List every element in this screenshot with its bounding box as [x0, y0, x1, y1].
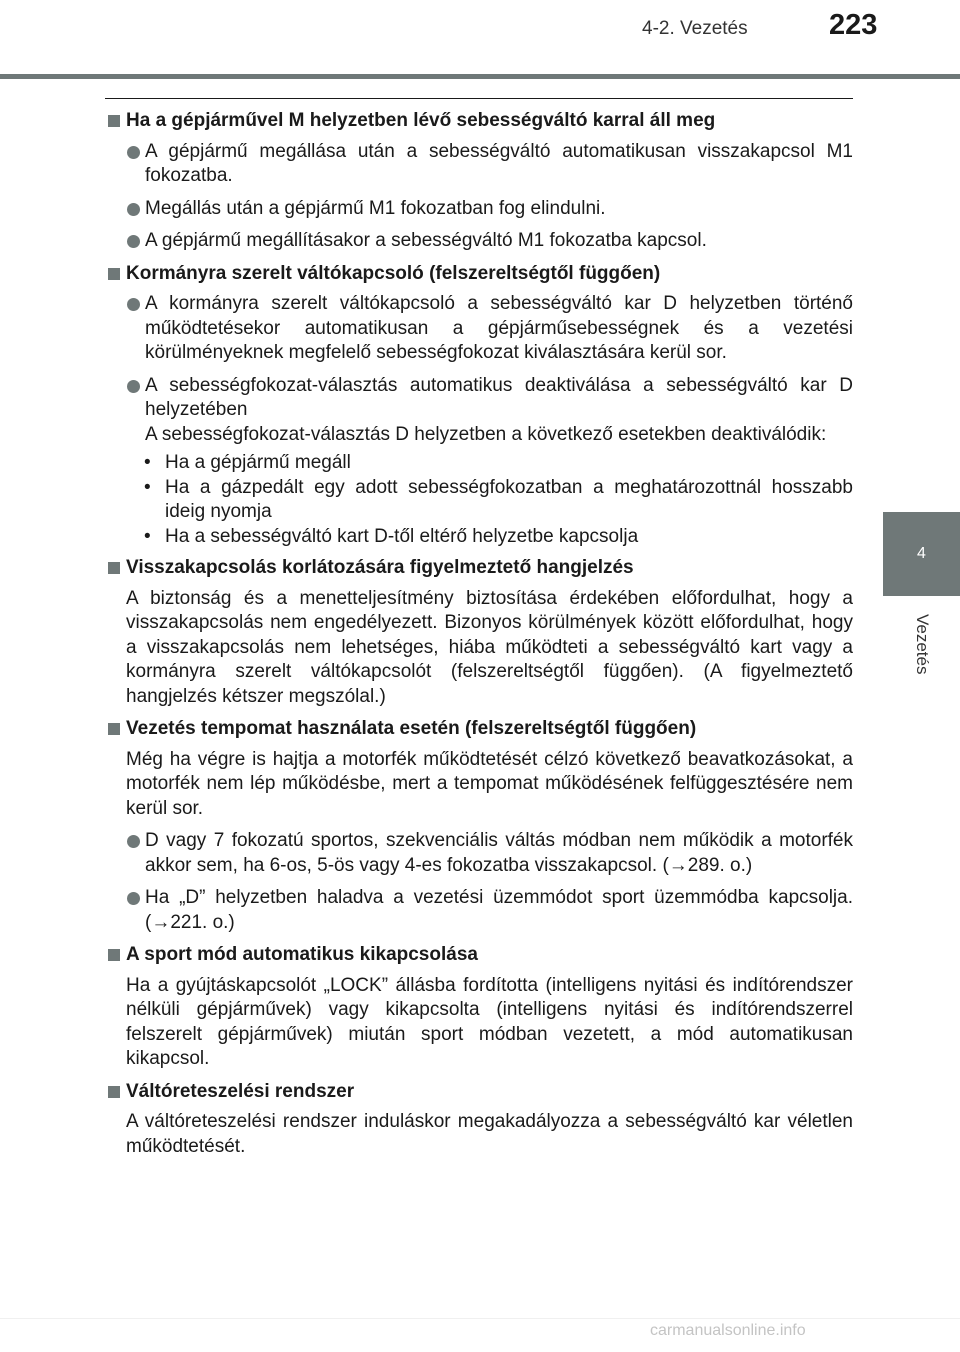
- list-item: Megállás után a gépjármű M1 fokozatban fog elindulni.: [106, 197, 853, 222]
- list-item: A gépjármű megállításakor a sebességváltó M1 fokozatba kapcsol.: [106, 229, 853, 254]
- section-title: Váltóreteszelési rendszer: [126, 1080, 355, 1102]
- list-item: A gépjármű megállása után a sebességváltó automatikusan visszakapcsol M1 fokozatba.: [106, 140, 853, 189]
- circle-bullet-icon: [127, 235, 140, 248]
- square-bullet-icon: [108, 949, 120, 961]
- bullet-dot-icon: •: [144, 452, 151, 473]
- bullet-dot-icon: •: [144, 476, 151, 498]
- chapter-tab[interactable]: [883, 512, 960, 596]
- section-title: Kormányra szerelt váltókapcsoló (felszereltségtől függően): [126, 262, 661, 284]
- chapter-number: 4: [917, 545, 926, 562]
- square-bullet-icon: [108, 115, 120, 127]
- section-text: A váltóreteszelési rendszer induláskor megakadályozza a sebességváltó kar véletlen működtetését.: [126, 1111, 853, 1157]
- bullet-item: • Ha a gépjármű megáll: [106, 451, 853, 476]
- section-title: A sport mód automatikus kikapcsolása: [126, 944, 478, 965]
- section-heading: [106, 1080, 853, 1105]
- content-top-rule: [105, 98, 853, 99]
- section-title: Ha a gépjárművel M helyzetben lévő sebességváltó karral áll meg: [126, 110, 716, 131]
- header-rule: [0, 74, 960, 79]
- bullet-dot-icon: •: [144, 525, 151, 547]
- list-item: D vagy 7 fokozatú sportos, szekvenciális váltás módban nem működik a motorfék akkor sem, ha 6-os, 5-ös vagy 4-es fokozatba visszakapcsol. (→289. o.): [106, 829, 853, 878]
- circle-bullet-icon: [127, 835, 140, 848]
- bullet-item: • Ha a gázpedált egy adott sebességfokozatban a meghatározottnál hosszabb ideig nyomja: [144, 476, 853, 522]
- section-title: Vezetés tempomat használata esetén (felszereltségtől függően): [126, 718, 697, 739]
- section-text: Még ha végre is hajtja a motorfék működtetését célzó következő beavatkozásokat, a motorfék nem lép működésbe, mert a tempomat működésének felfüggesztésére nem kerül sor.: [126, 748, 853, 819]
- square-bullet-icon: [108, 268, 120, 280]
- circle-bullet-icon: [127, 203, 140, 216]
- list-item: A kormányra szerelt váltókapcsoló a sebességváltó kar D helyzetben történő működtetésekor automatikusan a gépjárműsebességnek és a vezetési körülményeknek megfelelő sebességfokozat kiválasztására kerül sor.: [106, 292, 853, 366]
- header-section-title: 4-2. Vezetés: [642, 18, 748, 39]
- list-item: Ha „D” helyzetben haladva a vezetési üzemmódot sport üzemmódba kapcsolja. (→221. o.): [106, 886, 853, 935]
- circle-bullet-icon: [127, 298, 140, 311]
- square-bullet-icon: [108, 1086, 120, 1098]
- section-title: Visszakapcsolás korlátozására figyelmeztető hangjelzés: [126, 557, 634, 578]
- page-content: [106, 106, 853, 1167]
- square-bullet-icon: [108, 562, 120, 574]
- watermark: carmanualsonline.info: [650, 1322, 806, 1339]
- square-bullet-icon: [108, 723, 120, 735]
- bullet-list: [106, 451, 853, 549]
- page-number: 223: [829, 9, 878, 41]
- section-text: A biztonság és a menetteljesítmény biztosítása érdekében előfordulhat, hogy a visszakapcsolás nem engedélyezett. Bizonyos körülmények között előfordulhat, hogy a visszakapcsolás nem lehetséges, hiába működteti a sebességváltó kart vagy a kormányra szerelt váltókapcsolót (felszereltségtől függően). (A figyelmeztető hangjelzés kétszer megszólal.): [126, 587, 853, 707]
- section-heading: [106, 262, 853, 287]
- circle-bullet-icon: [127, 146, 140, 159]
- list-item: A sebességfokozat-választás automatikus deaktiválása a sebességváltó kar D helyzetében A sebességfokozat-választás D helyzetben a következő esetekben deaktiválódik:: [106, 374, 853, 448]
- chapter-label: Vezetés: [913, 613, 932, 675]
- section-heading: [106, 109, 853, 134]
- footer-divider: [0, 1318, 960, 1319]
- section-heading: [106, 717, 853, 742]
- section-text: Ha a gyújtáskapcsolót „LOCK” állásba fordította (intelligens nyitási és indítórendszer nélküli gépjárművek) vagy kikapcsolta (intelligens nyitási és indítórendszerrel felszerelt gépjárművek) miután sport módban vezetett, a mód automatikusan kikapcsol.: [126, 974, 853, 1069]
- bullet-item: • Ha a sebességváltó kart D-től eltérő helyzetbe kapcsolja: [106, 525, 853, 550]
- circle-bullet-icon: [127, 892, 140, 905]
- section-heading: [106, 556, 853, 581]
- section-heading: [106, 943, 853, 968]
- circle-bullet-icon: [127, 380, 140, 393]
